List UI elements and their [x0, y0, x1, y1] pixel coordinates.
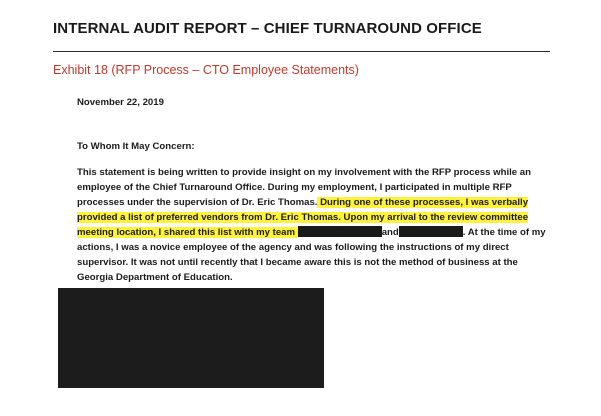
letter-date: November 22, 2019 — [77, 97, 164, 108]
letter-line — [77, 210, 528, 225]
letter-line: Georgia Department of Education. — [77, 272, 233, 283]
letter-text: processes under the supervision of Dr. Eric Thomas. — [77, 197, 318, 208]
exhibit-caption: Exhibit 18 (RFP Process – CTO Employee Statements) — [53, 63, 359, 77]
letter-salutation: To Whom It May Concern: — [77, 141, 195, 152]
highlighted-text: During one of these processes, I was verbally — [317, 197, 529, 208]
letter-line: employee of the Chief Turnaround Office. During my employment, I participated in multiple RFP — [77, 182, 512, 193]
letter-line — [77, 225, 546, 240]
letter-line: actions, I was a novice employee of the agency and was following the instructions of my direct — [77, 242, 509, 253]
letter-text: and — [381, 227, 399, 238]
letter-line: supervisor. It was not until recently that I became aware this is not the method of business at the — [77, 257, 518, 268]
header-divider — [53, 51, 550, 52]
letter-text: . At the time of my — [462, 227, 546, 238]
redaction-bar — [298, 226, 382, 237]
redaction-bar — [399, 226, 463, 237]
highlighted-text: provided a list of preferred vendors from Dr. Eric Thomas. Upon my arrival to the review committee — [77, 212, 529, 223]
report-title: INTERNAL AUDIT REPORT – CHIEF TURNAROUND OFFICE — [53, 20, 482, 37]
letter-line — [77, 195, 528, 210]
redacted-signature-block — [58, 288, 324, 388]
highlighted-text: meeting location, I shared this list with my team — [77, 227, 298, 238]
letter-line: This statement is being written to provide insight on my involvement with the RFP process while an — [77, 167, 531, 178]
